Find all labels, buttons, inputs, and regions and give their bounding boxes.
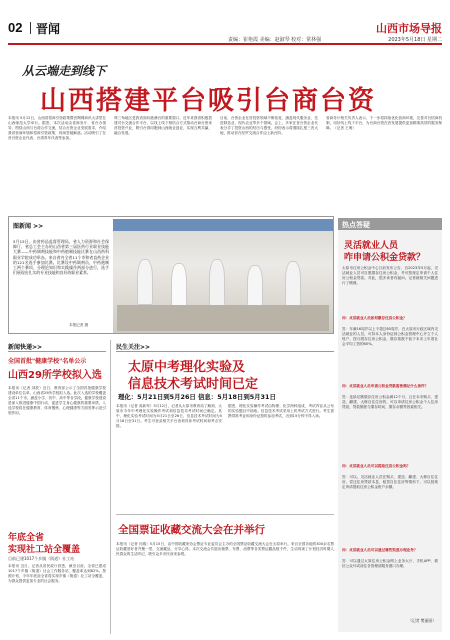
photo-person (247, 265, 263, 307)
lead-col-4: 省商务厅相关负责人表示，下一步将持续优化营商环境，完善对台招商机制，用好线上线下平台，为台商台资在晋发展提供更加精准高效的服务保障。（记者 王萌） (326, 116, 442, 130)
date-line: 2023年5月18日 星期二 (388, 37, 442, 43)
qa-answer: 答：连续足额缴存住房公积金满12个月，且在本市购买、建造、翻建、大修自住住房的，可以申请住房公积金个人住房贷款，贷款额度与缴存时间、缴存余额等因素相关。 (342, 395, 438, 409)
sidebar-credit: （记者 樊丽丽） (408, 618, 436, 623)
livelihood-tag: 民生关注>> (116, 344, 151, 351)
expo-headline: 全国票证收藏交流大会在并举行 (118, 524, 265, 536)
sidebar-headline-1: 灵活就业人员 (344, 241, 399, 251)
livelihood-body-2: 据悉，理化实验操作考试由物理、化学两科组成，考试内容从公布的实验题目中抽取。信息技术考试采用上机考试方式进行。考生需携带准考证和身份证按时参加考试，迟到15分钟不得入场。 (228, 404, 334, 418)
page-number: 02 (8, 20, 23, 35)
photo-caption: 5月15日，由省药品监督管理局、省人力资源和社会保障厅、省总工会主办的山西省第三届医药行业职业技能大赛——中药调剂技能和中药炮制技能比赛在山西药科职业学院成功举办。来自省内全省11个市和省直药企业的121名选手参加比赛。比赛设中药调剂员、中药炮制工两个赛项，分理论知识和实践操作两部分进行，选手们展现出扎实的专业技能和良好的职业素养。 (13, 239, 109, 276)
column-divider (110, 340, 111, 634)
photo-banner (113, 219, 333, 231)
news-tag-rule (8, 351, 106, 352)
photo-news-block (8, 216, 334, 334)
news-2-kicker: 年底全省 (8, 533, 45, 543)
livelihood-subhead: 理化：5月21日到5月26日 信息：5月18日到5月31日 (118, 393, 276, 401)
section-title: 晋闻 (36, 22, 61, 36)
qa-answer: 答：可以。灵活就业人员在购买、建造、翻建、大修自住住房，偿还住房贷款本息，租赁自住住房等情形下，可以按规定申请提取住房公积金账户余额。 (342, 475, 438, 489)
header-rule (8, 43, 442, 45)
qa-answer: 答：可以通过太原住房公积金网上业务大厅、手机APP、微信公众号或前往各管理部服务窗口办理。 (342, 559, 438, 568)
lead-kicker: 从云端走到线下 (22, 64, 107, 78)
sidebar-headline-2: 咋申请公积金贷款？ (344, 253, 426, 263)
photo-person (171, 263, 187, 307)
lead-col-3: 目前，台资企业在晋投资领域不断拓宽，涵盖现代服务业、先进制造业、现代农业等多个领域。会上，多家在晋台资企业代表分享了投资山西的经历与感受，纷纷表示将继续扎根三晋大地，推动晋台经贸交流合作迈上新台阶。 (220, 116, 318, 135)
lead-col-1: 本报讯 5月12日，山西省招商引资政策暨晋陶网商讯大讲堂在山西师范大学举行。据悉，本次活动由省商务厅、省台办指导，围绕山西与台湾合作交流，结合台资企业发展需求，介绍我省营商环境和招商引资政策，现场答疑解惑。活动吸引了在晋台资企业代表、台湾青年代表等参加。 (8, 116, 106, 140)
qa-question: 问：灵活就业人员如何缴存住房公积金？ (342, 316, 407, 320)
news-2-subhead: 目前已建1017个乡镇（街道）社工站 (8, 556, 75, 561)
news-1-headline: 山西29所学校拟入选 (8, 370, 102, 381)
photo-credit: 本报记者 摄 (69, 323, 89, 327)
qa-question: 问：灵活就业人员可以通过哪些渠道办理业务？ (342, 548, 418, 552)
photo-person (137, 259, 153, 305)
sidebar-title: 热点答疑 (342, 221, 370, 229)
livelihood-tag-rule (116, 351, 334, 352)
news-2-body: 本报讯 近日，记者从省民政厅获悉，截至目前，全省已建成1017个乡镇（街道）社会工作服务站，覆盖率达到82%。按照计划，今年年底前全省将实现乡镇（街道）社工站全覆盖，为群众提供更加专业的社会服务。 (8, 564, 106, 583)
photo-person (285, 261, 301, 307)
photo-person (209, 259, 225, 307)
paper-name: 山西市场导报 (376, 22, 442, 35)
livelihood-body-1: 本报讯（记者 高新军）5月12日，记者从太原市教育局了解到，太原市今年中考理化实验操作考试和信息技术考试时间已确定。其中，理化实验考试时间为5月21日至26日，信息技术考试时间为5月18日至31日。考生可登录相关平台查询具体考试时间和考点安排。 (116, 404, 222, 428)
news-photo (113, 219, 333, 333)
photo-table (117, 305, 329, 331)
livelihood-headline-2: 信息技术考试时间已定 (128, 377, 259, 392)
sidebar-intro: 太原市住房公积金中心日前发布公告，自2023年5月起，灵活就业人员可自愿缴存住房公积金，并可按规定申请个人住房公积金贷款。对此，很多读者有疑问。记者就相关问题进行了梳理。 (342, 266, 438, 285)
news-1-kicker: 全国首批"健康学校"名单公示 (8, 358, 87, 365)
livelihood-headline-1: 太原中考理化实验及 (128, 360, 246, 375)
lead-headline: 山西搭建平台吸引台商台资 (40, 86, 377, 116)
qa-answer: 答：年满16周岁以上不超过60周岁，在太原市行政区域内灵活就业的人员，可持本人身份证到公积金管理中心开立个人账户，按月缴存住房公积金，缴存基数不低于本市上年度社会平均工资的60%。 (342, 327, 438, 346)
divider (30, 22, 31, 34)
expo-body: 本报讯（记者 闫瑞）5月15日，由中国收藏家协会票证专业委员会主办的全国票证收藏交流大会在太原举行。来自全国各地的300余名票证收藏爱好者齐聚一堂，交流藏品、分享心得。本次交流会共展出粮票、布票、油票等各类票证藏品数千件，生动再现了计划经济时期人民群众的生活印记，吸引众多市民前来参观。 (116, 542, 334, 556)
news-tag: 新闻快递>> (8, 344, 43, 351)
lead-col-2: 珠三角地区是我省面向港澳台的重要窗口，近年来我省积极搭建对台交流合作平台，以线上线下相结合方式推动台商台资来晋投资兴业，吸引台湾同胞到山西就业创业，实现互利共赢、融合发展。 (114, 116, 212, 135)
qa-question: 问：灵活就业人员可以提取住房公积金吗？ (342, 464, 411, 468)
news-2-headline: 实现社工站全覆盖 (8, 545, 81, 555)
sidebar-box (338, 218, 442, 632)
section-rule (116, 514, 334, 515)
photo-news-label: 图新闻 >> (13, 223, 44, 230)
editor-line: 责编：崔艳霞 美编：赵淑琴 校对：常林强 (228, 37, 322, 43)
qa-question: 问：灵活就业人员申请公积金贷款需要满足什么条件？ (342, 384, 429, 388)
news-1-body: 本报讯（记者 刘波）近日，教育部公示了全国首批健康学校建设单位名单，山西省29所学校拟入选。此次入选的学校覆盖全省11个市，涵盖小学、初中、高中等各学段。健康学校建设是深入推进健康中国行动、促进学生身心健康的重要举措，入选学校将在健康教育、体育锻炼、心理健康等方面发挥示范引领作用。 (8, 386, 106, 415)
